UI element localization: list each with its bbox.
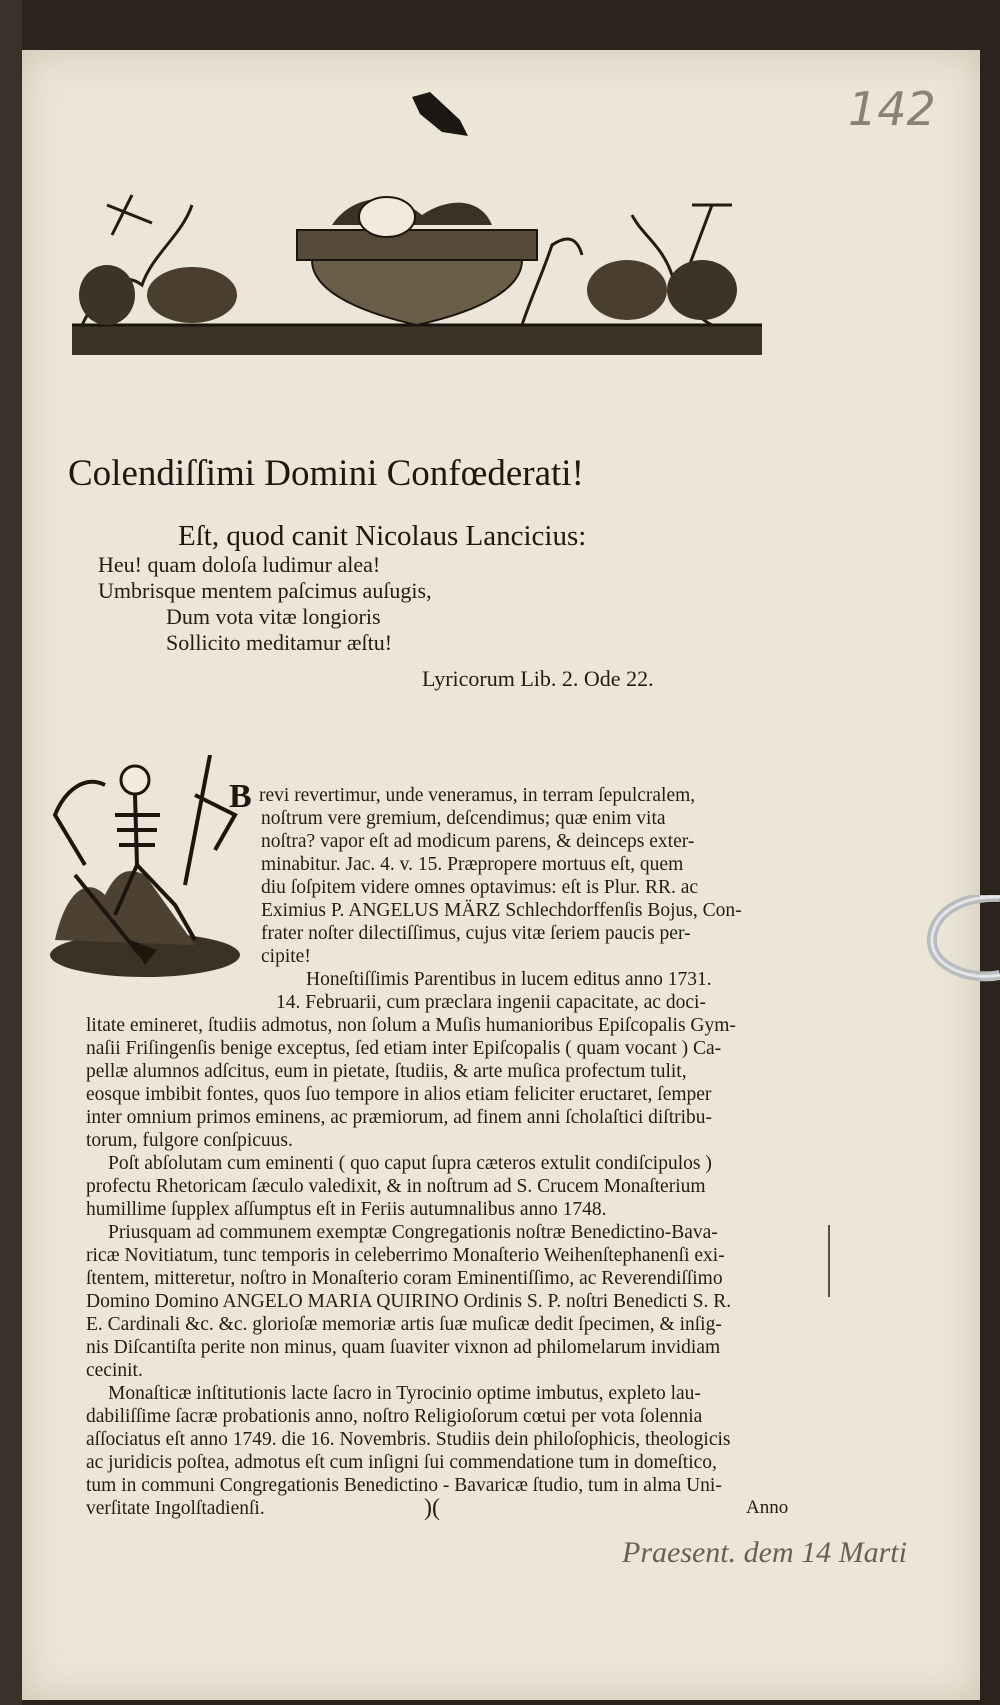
document-subtitle: Eſt, quod canit Nicolaus Lancicius: (178, 520, 587, 552)
body-line: frater noſter dilectiſſimus, cujus vitæ ſeriem paucis per- (261, 923, 691, 944)
body-line: eosque imbibit fontes, quos ſuo tempore in alios etiam feliciter eructaret, ſemper (86, 1084, 712, 1105)
folio-number: 142 (848, 82, 936, 136)
body-line: verſitate Ingolſtadienſi. (86, 1498, 265, 1519)
body-line: ac juridicis poſtea, admotus eſt cum inſigni ſui commendatione tum in domeſtico, (86, 1452, 717, 1473)
body-line: litate emineret, ſtudiis admotus, non ſolum a Muſis humanioribus Epiſcopalis Gym- (86, 1015, 736, 1036)
metal-clip (920, 895, 1000, 985)
body-line: cipite! (261, 946, 311, 967)
body-line: Honeſtiſſimis Parentibus in lucem editus anno 1731. (306, 969, 712, 990)
body-line: Domino Domino ANGELO MARIA QUIRINO Ordinis S. P. noſtri Benedicti S. R. (86, 1291, 732, 1312)
body-line: 14. Februarii, cum præclara ingenii capacitate, ac doci- (276, 992, 706, 1013)
body-line: tum in communi Congregationis Benedictino - Bavaricæ ſtudio, tum in alma Uni- (86, 1475, 722, 1496)
document-title: Colendiſſimi Domini Confœderati! (68, 453, 584, 494)
body-line: cecinit. (86, 1360, 143, 1381)
verse-line: Umbrisque mentem paſcimus auſugis, (98, 578, 432, 603)
catchword: Anno (746, 1497, 789, 1518)
body-line: ſtentem, mitteretur, noſtro in Monaſterio coram Eminentiſſimo, ac Reverendiſſimo (86, 1268, 723, 1289)
body-line: dabiliſſime ſacræ probationis anno, noſtro Religioſorum cœtui per vota ſolennia (86, 1406, 703, 1427)
signature-mark: )( (424, 1495, 440, 1521)
handwritten-note: Praesent. dem 14 Marti (622, 1536, 907, 1569)
body-line: naſii Friſingenſis benige exceptus, ſed etiam inter Epiſcopalis ( quam vocant ) Ca- (86, 1038, 722, 1059)
body-line: noſtra? vapor eſt ad modicum parens, & deinceps exter- (261, 831, 695, 852)
page-edge (0, 0, 22, 1705)
body-line: Poſt abſolutam cum eminenti ( quo caput ſupra cæteros extulit condiſcipulos ) (108, 1153, 712, 1174)
body-line: diu ſoſpitem videre omnes optavimus: eſt is Plur. RR. ac (261, 877, 699, 898)
body-line: noſtrum vere gremium, deſcendimus; quæ enim vita (261, 808, 666, 829)
body-line: nis Diſcantiſta perite non minus, quam ſuaviter vixnon ad philomelarum invidiam (86, 1337, 721, 1358)
body-line: Priusquam ad communem exemptæ Congregationis noſtræ Benedictino-Bava- (108, 1222, 718, 1243)
headpiece-engraving (72, 175, 762, 385)
body-line: minabitur. Jac. 4. v. 15. Præpropere mortuus eſt, quem (261, 854, 684, 875)
verse-line: Dum vota vitæ longioris (166, 604, 381, 629)
body-line: ricæ Novitiatum, tunc temporis in celeberrimo Monaſterio Weihenſtephanenſi exi- (86, 1245, 725, 1266)
body-line: humillime ſupplex aſſumptus eſt in Feriis autumnalibus anno 1748. (86, 1199, 607, 1220)
body-line: torum, fulgore conſpicuus. (86, 1130, 293, 1151)
body-line: aſſociatus eſt anno 1749. die 16. Novembris. Studiis dein philoſophicis, theologicis (86, 1429, 731, 1450)
skeleton-woodcut (45, 755, 245, 980)
torn-paper-corner (412, 92, 468, 138)
verse-line: Sollicito meditamur æſtu! (166, 630, 393, 655)
body-line: Monaſticæ inſtitutionis lacte ſacro in Tyrocinio optime imbutus, expleto lau- (108, 1383, 701, 1404)
body-line: E. Cardinali &c. &c. glorioſæ memoriæ artis ſuæ muſicæ dedit ſpecimen, & inſig- (86, 1314, 722, 1335)
body-line: revi revertimur, unde veneramus, in terram ſepulcralem, (259, 785, 696, 806)
verse-source: Lyricorum Lib. 2. Ode 22. (422, 666, 654, 691)
verse-line: Heu! quam doloſa ludimur alea! (98, 552, 381, 577)
drop-cap: B (229, 778, 252, 815)
marginal-mark (828, 1225, 830, 1297)
body-line: inter omnium primos eminens, ac præmiorum, ad finem anni ſcholaſtici diſtribu- (86, 1107, 713, 1128)
body-line: Eximius P. ANGELUS MÄRZ Schlechdorffenſis Bojus, Con- (261, 900, 742, 921)
body-line: profectu Rhetoricam ſæculo valedixit, & in noſtrum ad S. Crucem Monaſterium (86, 1176, 706, 1197)
body-line: pellæ alumnos adſcitus, eum in pietate, ſtudiis, & arte muſica profectum tulit, (86, 1061, 687, 1082)
